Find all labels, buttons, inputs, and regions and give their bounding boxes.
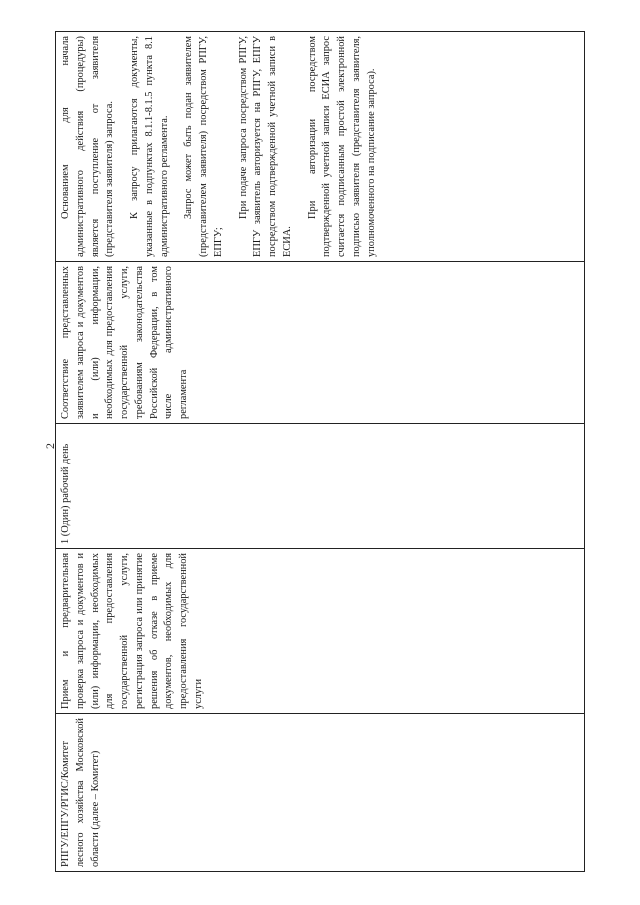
criteria-text: Соответствие представленных заявителем запроса и документов и (или) информации, необходимых для предоставления государственной услуги, требованиям законодательства Российской Федерации, в том числе административного регламента: [60, 266, 190, 419]
description-paragraph: Основанием для начала административного действия (процедуры) является поступление от заявителя (представителя заявителя) запроса.: [60, 36, 116, 257]
cell-responsible: [56, 714, 585, 872]
page-number: 2: [43, 443, 57, 449]
description-paragraph: Запрос может быть подан заявителем (представителем заявителя) посредством РПГУ, ЕПГУ;: [183, 36, 224, 257]
cell-description: [56, 32, 585, 262]
procedure-text: Прием и предварительная проверка запроса и документов и (или) информации, необходимых для предоставления государственной услуги, регистрация запроса или принятие решения об отказе в приеме документов, необходимых для предоставления государственной услуги: [60, 553, 204, 709]
duration-text: 1 (Один) рабочий день: [60, 443, 71, 544]
cell-criteria: [56, 262, 585, 424]
responsible-text: РПГУ/ЕПГУ/РГИС/Комитет лесного хозяйства Московской области (далее – Комитет): [60, 718, 101, 867]
rotated-table-container: [55, 32, 585, 872]
table-row: [56, 32, 585, 872]
procedure-table: [55, 31, 585, 872]
description-paragraph: При авторизации посредством подтвержденной учетной записи ЕСИА запрос считается подписанным простой электронной подписью заявителя (представителя заявителя, уполномоченного на подписание запроса).: [306, 36, 377, 257]
cell-duration: [56, 424, 585, 549]
cell-procedure: [56, 549, 585, 714]
description-paragraph: К запросу прилагаются документы, указанные в подпунктах 8.1.1-8.1.5 пункта 8.1 административного регламента.: [129, 36, 170, 257]
description-paragraph: При подаче запроса посредством РПГУ, ЕПГУ заявитель авторизуется на РПГУ, ЕПГУ посредством подтвержденной учетной записи в ЕСИА.: [237, 36, 293, 257]
